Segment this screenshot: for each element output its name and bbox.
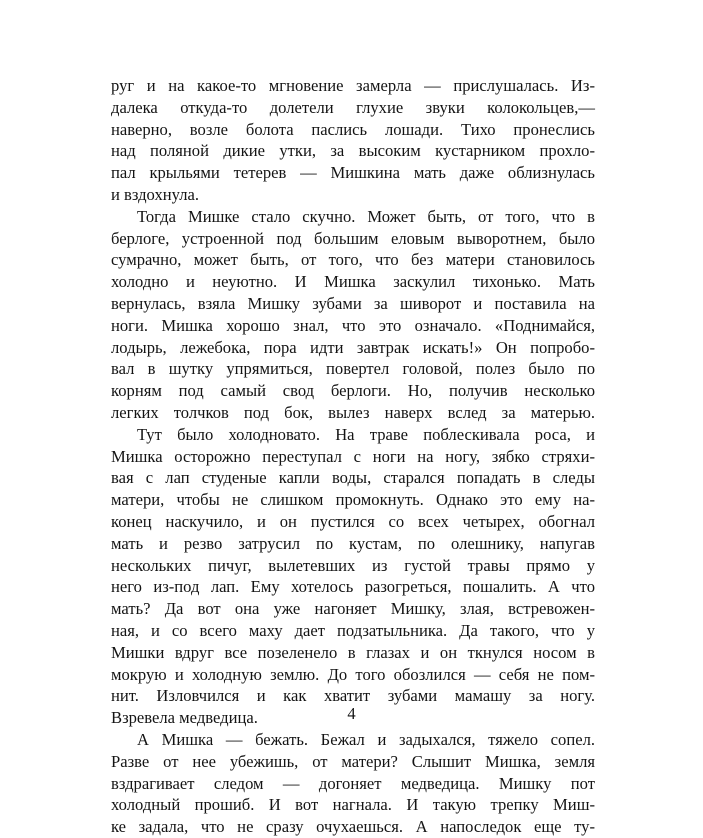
text-line: А Мишка — бежать. Бежал и задыхался, тяжело сопел. <box>137 729 595 749</box>
text-line: наверно, возле болота паслись лошади. Тихо пронеслись <box>111 119 595 139</box>
text-line: и вздохнула. <box>111 184 199 204</box>
text-line: вернулась, взяла Мишку зубами за шиворот и поставила на <box>111 293 595 313</box>
text-line: нескольких пичуг, вылетевших из густой травы прямо у <box>111 555 595 575</box>
paragraph-1 <box>111 75 595 206</box>
text-line: Тут было холодновато. На траве поблескивала роса, и <box>137 424 595 444</box>
text-line: мать? Да вот она уже нагоняет Мишку, злая, встревожен- <box>111 599 595 619</box>
text-line: мать и резво затрусил по кустам, по олешнику, напугав <box>111 533 595 553</box>
page-number: 4 <box>347 704 356 723</box>
text-line: вая с лап студеные капли воды, старался попадать в следы <box>111 468 595 488</box>
text-line: вал в шутку упрямиться, повертел головой, полез было по <box>111 359 595 379</box>
text-line: ке задала, что не сразу очухаешься. А напоследок еще ту- <box>111 817 595 837</box>
text-line: холодно и неуютно. И Мишка заскулил тихонько. Мать <box>111 272 595 292</box>
text-line: над поляной дикие утки, за высоким кустарником прохло- <box>111 141 595 161</box>
text-line: вздрагивает следом — догоняет медведица. Мишку пот <box>111 773 595 793</box>
text-line: руг и на какое-то мгновение замерла — прислушалась. Из- <box>111 76 595 95</box>
text-line: конец наскучило, и он пустился со всех четырех, обогнал <box>111 511 595 531</box>
paragraph-4 <box>111 729 595 838</box>
text-line: корням под самый свод берлоги. Но, получив несколько <box>111 381 595 401</box>
text-line: ноги. Мишка хорошо знал, что это означало. «Поднимайся, <box>111 315 595 335</box>
text-line: него из-под лап. Ему хотелось разогреться, пошалить. А что <box>111 577 595 597</box>
text-line: Мишки вдруг все позеленело в глазах и он ткнулся носом в <box>111 642 595 662</box>
text-line: Взревела медведица. <box>111 708 258 728</box>
text-line: матери, чтобы не слишком промокнуть. Однако это ему на- <box>111 490 595 510</box>
text-line: Мишка осторожно переступал с ноги на ногу, зябко стряхи- <box>111 446 595 466</box>
text-line: мокрую и холодную землю. До того обозлился — себя не пом- <box>111 664 595 684</box>
text-line: берлоге, устроенной под большим еловым выворотнем, было <box>111 228 595 248</box>
text-line: далека откуда-то долетели глухие звуки колокольцев,— <box>111 97 595 117</box>
text-line: сумрачно, может быть, от того, что без матери становилось <box>111 250 595 270</box>
text-line: ная, и со всего маху дает подзатыльника. Да такого, что у <box>111 620 595 640</box>
paragraph-3 <box>111 424 595 729</box>
paragraph-2 <box>111 206 595 424</box>
text-line: холодный прошиб. И вот нагнала. И такую трепку Миш- <box>111 795 595 815</box>
text-line: Тогда Мишке стало скучно. Может быть, от того, что в <box>137 206 595 226</box>
text-line: Разве от нее убежишь, от матери? Слышит Мишка, земля <box>111 751 595 771</box>
text-line: нит. Изловчился и как хватит зубами мамашу за ногу. <box>111 686 595 706</box>
text-line: легких толчков под бок, вылез наверх вслед за матерью. <box>111 402 595 422</box>
text-line: пал крыльями тетерев — Мишкина мать даже облизнулась <box>111 163 595 183</box>
text-line: лодырь, лежебока, пора идти завтрак искать!» Он попробо- <box>111 337 595 357</box>
